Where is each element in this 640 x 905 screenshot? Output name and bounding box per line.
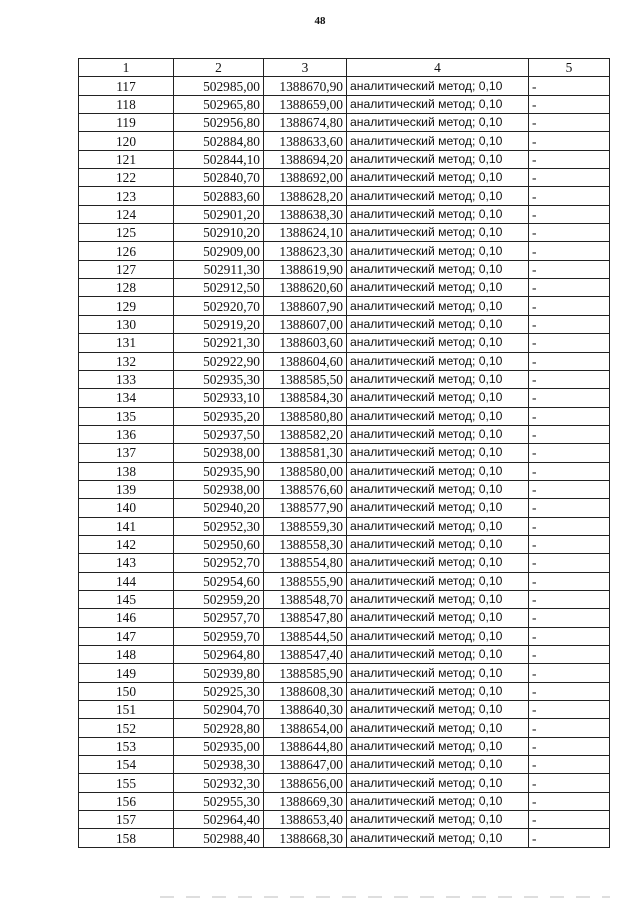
note-cell: -: [529, 77, 610, 95]
coordinate-y-cell: 1388580,80: [264, 407, 347, 425]
note-cell: -: [529, 646, 610, 664]
note-cell: -: [529, 352, 610, 370]
point-number-cell: 126: [79, 242, 174, 260]
method-accuracy-cell: аналитический метод; 0,10: [347, 792, 529, 810]
point-number-cell: 155: [79, 774, 174, 792]
point-number-cell: 139: [79, 480, 174, 498]
method-accuracy-cell: аналитический метод; 0,10: [347, 407, 529, 425]
coordinate-x-cell: 502965,80: [174, 95, 264, 113]
method-accuracy-cell: аналитический метод; 0,10: [347, 297, 529, 315]
method-accuracy-cell: аналитический метод; 0,10: [347, 774, 529, 792]
coordinate-y-cell: 1388547,40: [264, 646, 347, 664]
point-number-cell: 134: [79, 389, 174, 407]
method-accuracy-cell: аналитический метод; 0,10: [347, 462, 529, 480]
point-number-cell: 119: [79, 114, 174, 132]
point-number-cell: 150: [79, 682, 174, 700]
coordinate-x-cell: 502956,80: [174, 114, 264, 132]
method-accuracy-cell: аналитический метод; 0,10: [347, 132, 529, 150]
point-number-cell: 151: [79, 701, 174, 719]
coordinate-x-cell: 502909,00: [174, 242, 264, 260]
table-row: [79, 682, 610, 700]
note-cell: -: [529, 792, 610, 810]
coordinate-y-cell: 1388547,80: [264, 609, 347, 627]
coordinate-x-cell: 502920,70: [174, 297, 264, 315]
method-accuracy-cell: аналитический метод; 0,10: [347, 480, 529, 498]
table-row: [79, 792, 610, 810]
note-cell: -: [529, 260, 610, 278]
coordinate-y-cell: 1388656,00: [264, 774, 347, 792]
coordinate-x-cell: 502928,80: [174, 719, 264, 737]
coordinate-y-cell: 1388692,00: [264, 169, 347, 187]
header-cell-1: 1: [79, 59, 174, 77]
coordinate-x-cell: 502883,60: [174, 187, 264, 205]
point-number-cell: 144: [79, 572, 174, 590]
note-cell: -: [529, 811, 610, 829]
table-row: [79, 114, 610, 132]
note-cell: -: [529, 609, 610, 627]
note-cell: -: [529, 756, 610, 774]
table-row: [79, 664, 610, 682]
coordinate-y-cell: 1388620,60: [264, 279, 347, 297]
coordinate-y-cell: 1388653,40: [264, 811, 347, 829]
note-cell: -: [529, 224, 610, 242]
point-number-cell: 132: [79, 352, 174, 370]
method-accuracy-cell: аналитический метод; 0,10: [347, 114, 529, 132]
coordinate-x-cell: 502919,20: [174, 315, 264, 333]
note-cell: -: [529, 389, 610, 407]
note-cell: -: [529, 664, 610, 682]
table-row: [79, 701, 610, 719]
method-accuracy-cell: аналитический метод; 0,10: [347, 187, 529, 205]
table-row: [79, 627, 610, 645]
coordinate-y-cell: 1388644,80: [264, 737, 347, 755]
note-cell: -: [529, 370, 610, 388]
coordinate-x-cell: 502954,60: [174, 572, 264, 590]
coordinate-x-cell: 502950,60: [174, 535, 264, 553]
table-row: [79, 205, 610, 223]
table-row: [79, 77, 610, 95]
method-accuracy-cell: аналитический метод; 0,10: [347, 444, 529, 462]
coordinate-x-cell: 502935,20: [174, 407, 264, 425]
coordinate-y-cell: 1388669,30: [264, 792, 347, 810]
coordinate-y-cell: 1388548,70: [264, 590, 347, 608]
table-row: [79, 279, 610, 297]
method-accuracy-cell: аналитический метод; 0,10: [347, 811, 529, 829]
coordinate-x-cell: 502921,30: [174, 334, 264, 352]
header-cell-4: 4: [347, 59, 529, 77]
method-accuracy-cell: аналитический метод; 0,10: [347, 389, 529, 407]
point-number-cell: 152: [79, 719, 174, 737]
note-cell: -: [529, 150, 610, 168]
table-row: [79, 829, 610, 847]
point-number-cell: 157: [79, 811, 174, 829]
method-accuracy-cell: аналитический метод; 0,10: [347, 425, 529, 443]
point-number-cell: 118: [79, 95, 174, 113]
coordinate-x-cell: 502912,50: [174, 279, 264, 297]
coordinate-x-cell: 502938,00: [174, 480, 264, 498]
point-number-cell: 141: [79, 517, 174, 535]
coordinate-y-cell: 1388580,00: [264, 462, 347, 480]
method-accuracy-cell: аналитический метод; 0,10: [347, 95, 529, 113]
method-accuracy-cell: аналитический метод; 0,10: [347, 609, 529, 627]
table-row: [79, 297, 610, 315]
table-header-row: [79, 59, 610, 77]
coordinate-x-cell: 502840,70: [174, 169, 264, 187]
note-cell: -: [529, 297, 610, 315]
coordinate-x-cell: 502935,00: [174, 737, 264, 755]
coordinate-x-cell: 502922,90: [174, 352, 264, 370]
point-number-cell: 158: [79, 829, 174, 847]
point-number-cell: 131: [79, 334, 174, 352]
coordinate-x-cell: 502952,30: [174, 517, 264, 535]
table-body: [79, 59, 610, 848]
coordinate-x-cell: 502910,20: [174, 224, 264, 242]
coordinate-y-cell: 1388585,50: [264, 370, 347, 388]
method-accuracy-cell: аналитический метод; 0,10: [347, 554, 529, 572]
table-row: [79, 370, 610, 388]
coordinate-y-cell: 1388576,60: [264, 480, 347, 498]
method-accuracy-cell: аналитический метод; 0,10: [347, 334, 529, 352]
table-row: [79, 517, 610, 535]
method-accuracy-cell: аналитический метод; 0,10: [347, 77, 529, 95]
method-accuracy-cell: аналитический метод; 0,10: [347, 682, 529, 700]
note-cell: -: [529, 480, 610, 498]
coordinate-y-cell: 1388674,80: [264, 114, 347, 132]
coordinate-x-cell: 502939,80: [174, 664, 264, 682]
point-number-cell: 117: [79, 77, 174, 95]
method-accuracy-cell: аналитический метод; 0,10: [347, 370, 529, 388]
table-row: [79, 95, 610, 113]
point-number-cell: 142: [79, 535, 174, 553]
coordinate-x-cell: 502964,40: [174, 811, 264, 829]
coordinate-x-cell: 502904,70: [174, 701, 264, 719]
coordinate-y-cell: 1388585,90: [264, 664, 347, 682]
coordinate-y-cell: 1388659,00: [264, 95, 347, 113]
page-number: 48: [314, 15, 326, 27]
coordinate-y-cell: 1388654,00: [264, 719, 347, 737]
note-cell: -: [529, 737, 610, 755]
note-cell: -: [529, 279, 610, 297]
method-accuracy-cell: аналитический метод; 0,10: [347, 664, 529, 682]
method-accuracy-cell: аналитический метод; 0,10: [347, 646, 529, 664]
coordinate-x-cell: 502959,70: [174, 627, 264, 645]
coordinate-x-cell: 502957,70: [174, 609, 264, 627]
header-cell-3: 3: [264, 59, 347, 77]
method-accuracy-cell: аналитический метод; 0,10: [347, 224, 529, 242]
coordinate-x-cell: 502938,30: [174, 756, 264, 774]
scan-artifact: [160, 896, 610, 898]
coordinate-y-cell: 1388640,30: [264, 701, 347, 719]
point-number-cell: 148: [79, 646, 174, 664]
table-row: [79, 480, 610, 498]
point-number-cell: 127: [79, 260, 174, 278]
table-row: [79, 150, 610, 168]
header-cell-5: 5: [529, 59, 610, 77]
point-number-cell: 123: [79, 187, 174, 205]
coordinate-x-cell: 502955,30: [174, 792, 264, 810]
coordinate-y-cell: 1388633,60: [264, 132, 347, 150]
coordinate-x-cell: 502937,50: [174, 425, 264, 443]
coordinate-x-cell: 502901,20: [174, 205, 264, 223]
note-cell: -: [529, 517, 610, 535]
coordinates-table: [78, 58, 610, 848]
table-row: [79, 774, 610, 792]
method-accuracy-cell: аналитический метод; 0,10: [347, 756, 529, 774]
note-cell: -: [529, 719, 610, 737]
method-accuracy-cell: аналитический метод; 0,10: [347, 701, 529, 719]
coordinate-x-cell: 502911,30: [174, 260, 264, 278]
table-row: [79, 609, 610, 627]
note-cell: -: [529, 315, 610, 333]
coordinate-y-cell: 1388603,60: [264, 334, 347, 352]
table-row: [79, 499, 610, 517]
point-number-cell: 154: [79, 756, 174, 774]
coordinate-y-cell: 1388604,60: [264, 352, 347, 370]
point-number-cell: 122: [79, 169, 174, 187]
point-number-cell: 124: [79, 205, 174, 223]
method-accuracy-cell: аналитический метод; 0,10: [347, 242, 529, 260]
note-cell: -: [529, 242, 610, 260]
note-cell: -: [529, 590, 610, 608]
table-row: [79, 719, 610, 737]
point-number-cell: 121: [79, 150, 174, 168]
coordinate-y-cell: 1388628,20: [264, 187, 347, 205]
method-accuracy-cell: аналитический метод; 0,10: [347, 517, 529, 535]
point-number-cell: 149: [79, 664, 174, 682]
table-row: [79, 334, 610, 352]
method-accuracy-cell: аналитический метод; 0,10: [347, 499, 529, 517]
table-row: [79, 389, 610, 407]
coordinate-x-cell: 502940,20: [174, 499, 264, 517]
point-number-cell: 136: [79, 425, 174, 443]
point-number-cell: 156: [79, 792, 174, 810]
coordinate-y-cell: 1388619,90: [264, 260, 347, 278]
note-cell: -: [529, 774, 610, 792]
coordinate-y-cell: 1388694,20: [264, 150, 347, 168]
point-number-cell: 145: [79, 590, 174, 608]
point-number-cell: 133: [79, 370, 174, 388]
method-accuracy-cell: аналитический метод; 0,10: [347, 279, 529, 297]
note-cell: -: [529, 205, 610, 223]
coordinate-y-cell: 1388581,30: [264, 444, 347, 462]
table-row: [79, 224, 610, 242]
table-row: [79, 352, 610, 370]
method-accuracy-cell: аналитический метод; 0,10: [347, 829, 529, 847]
table-row: [79, 737, 610, 755]
coordinate-y-cell: 1388624,10: [264, 224, 347, 242]
coordinate-y-cell: 1388638,30: [264, 205, 347, 223]
point-number-cell: 130: [79, 315, 174, 333]
table-row: [79, 462, 610, 480]
note-cell: -: [529, 444, 610, 462]
point-number-cell: 129: [79, 297, 174, 315]
point-number-cell: 135: [79, 407, 174, 425]
coordinate-x-cell: 502938,00: [174, 444, 264, 462]
coordinate-x-cell: 502964,80: [174, 646, 264, 664]
note-cell: -: [529, 682, 610, 700]
header-cell-2: 2: [174, 59, 264, 77]
note-cell: -: [529, 114, 610, 132]
table-row: [79, 444, 610, 462]
coordinate-y-cell: 1388607,90: [264, 297, 347, 315]
table-row: [79, 554, 610, 572]
method-accuracy-cell: аналитический метод; 0,10: [347, 169, 529, 187]
note-cell: -: [529, 334, 610, 352]
coordinate-y-cell: 1388559,30: [264, 517, 347, 535]
method-accuracy-cell: аналитический метод; 0,10: [347, 205, 529, 223]
method-accuracy-cell: аналитический метод; 0,10: [347, 719, 529, 737]
point-number-cell: 153: [79, 737, 174, 755]
coordinate-x-cell: 502925,30: [174, 682, 264, 700]
point-number-cell: 147: [79, 627, 174, 645]
method-accuracy-cell: аналитический метод; 0,10: [347, 260, 529, 278]
table-row: [79, 535, 610, 553]
note-cell: -: [529, 95, 610, 113]
point-number-cell: 125: [79, 224, 174, 242]
coordinate-x-cell: 502952,70: [174, 554, 264, 572]
point-number-cell: 138: [79, 462, 174, 480]
method-accuracy-cell: аналитический метод; 0,10: [347, 627, 529, 645]
coordinate-y-cell: 1388670,90: [264, 77, 347, 95]
coordinate-x-cell: 502933,10: [174, 389, 264, 407]
method-accuracy-cell: аналитический метод; 0,10: [347, 572, 529, 590]
coordinate-x-cell: 502959,20: [174, 590, 264, 608]
point-number-cell: 146: [79, 609, 174, 627]
coordinate-y-cell: 1388554,80: [264, 554, 347, 572]
note-cell: -: [529, 132, 610, 150]
coordinate-y-cell: 1388582,20: [264, 425, 347, 443]
note-cell: -: [529, 169, 610, 187]
table-row: [79, 169, 610, 187]
note-cell: -: [529, 407, 610, 425]
note-cell: -: [529, 187, 610, 205]
coordinate-y-cell: 1388544,50: [264, 627, 347, 645]
note-cell: -: [529, 462, 610, 480]
note-cell: -: [529, 627, 610, 645]
method-accuracy-cell: аналитический метод; 0,10: [347, 352, 529, 370]
point-number-cell: 143: [79, 554, 174, 572]
note-cell: -: [529, 425, 610, 443]
coordinate-y-cell: 1388558,30: [264, 535, 347, 553]
note-cell: -: [529, 572, 610, 590]
coordinate-x-cell: 502935,90: [174, 462, 264, 480]
point-number-cell: 128: [79, 279, 174, 297]
table-row: [79, 260, 610, 278]
point-number-cell: 120: [79, 132, 174, 150]
coordinate-y-cell: 1388577,90: [264, 499, 347, 517]
coordinate-y-cell: 1388623,30: [264, 242, 347, 260]
table-row: [79, 187, 610, 205]
table-row: [79, 425, 610, 443]
table-row: [79, 646, 610, 664]
note-cell: -: [529, 535, 610, 553]
coordinate-x-cell: 502985,00: [174, 77, 264, 95]
method-accuracy-cell: аналитический метод; 0,10: [347, 150, 529, 168]
note-cell: -: [529, 829, 610, 847]
coordinate-x-cell: 502884,80: [174, 132, 264, 150]
coordinate-x-cell: 502932,30: [174, 774, 264, 792]
method-accuracy-cell: аналитический метод; 0,10: [347, 737, 529, 755]
coordinate-y-cell: 1388555,90: [264, 572, 347, 590]
coordinate-x-cell: 502935,30: [174, 370, 264, 388]
coordinate-y-cell: 1388607,00: [264, 315, 347, 333]
table-row: [79, 572, 610, 590]
coordinate-x-cell: 502844,10: [174, 150, 264, 168]
table-row: [79, 590, 610, 608]
coordinate-y-cell: 1388668,30: [264, 829, 347, 847]
point-number-cell: 137: [79, 444, 174, 462]
coordinate-x-cell: 502988,40: [174, 829, 264, 847]
note-cell: -: [529, 499, 610, 517]
note-cell: -: [529, 701, 610, 719]
table-row: [79, 242, 610, 260]
table-row: [79, 756, 610, 774]
table-row: [79, 407, 610, 425]
method-accuracy-cell: аналитический метод; 0,10: [347, 535, 529, 553]
table-row: [79, 132, 610, 150]
coordinate-y-cell: 1388584,30: [264, 389, 347, 407]
coordinate-y-cell: 1388647,00: [264, 756, 347, 774]
note-cell: -: [529, 554, 610, 572]
table-row: [79, 315, 610, 333]
method-accuracy-cell: аналитический метод; 0,10: [347, 315, 529, 333]
table-row: [79, 811, 610, 829]
method-accuracy-cell: аналитический метод; 0,10: [347, 590, 529, 608]
coordinate-y-cell: 1388608,30: [264, 682, 347, 700]
point-number-cell: 140: [79, 499, 174, 517]
